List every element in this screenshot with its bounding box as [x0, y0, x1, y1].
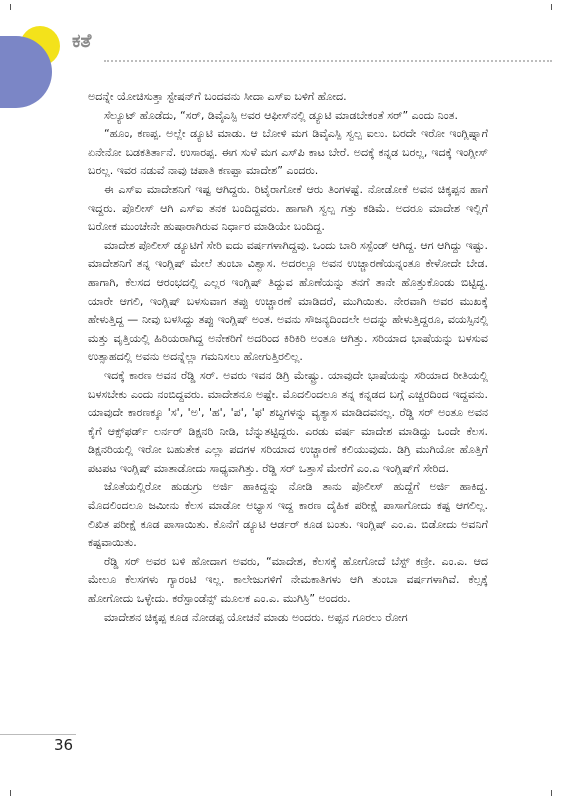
crop-mark-top-right: [551, 4, 552, 10]
paragraph: ಅದನ್ನೇ ಯೋಚಿಸುತ್ತಾ ಸ್ಟೇಷನ್‌ಗೆ ಬಂದವನು ಸೀದಾ ಎಸ್‌ಐ ಬಳಿಗೆ ಹೋದ.: [88, 90, 347, 103]
paragraph: ರೆಡ್ಡಿ ಸರ್ ಅವರ ಬಳಿ ಹೋದಾಗ ಅವರು, “ಮಾದೇಶ, ಕೆಲಸಕ್ಕೆ ಹೋಗೋದೆ ಬೆಸ್ಟ್ ಕಣ್ರೀ. ಎಂ.ಎ. ಆದ ಮೇಲೂ ಕೆಲಸಗಳು ಗ್ಯಾರಂಟಿ ಇಲ್ಲ. ಕಾಲೇಜುಗಳಿಗೆ ನೇಮಕಾತಿಗಳು ಆಗಿ ತುಂಬಾ ವರ್ಷಗಳಾಗಿವೆ. ಕೆಲ್ಸಕ್ಕೆ ಹೋಗೋದು ಒಳ್ಳೇದು. ಕರೆಸ್ಪಾಂಡೆನ್ಸ್ ಮೂಲಕ ಎಂ.ಎ. ಮುಗಿಸ್ರಿ” ಅಂದರು.: [88, 554, 488, 606]
paragraph: ಜೊತೆಯಲ್ಲಿರೋ ಹುಡುಗ್ರು ಅರ್ಜಿ ಹಾಕಿದ್ದನ್ನು ನೋಡಿ ತಾನು ಪೊಲೀಸ್ ಹುದ್ದೆಗೆ ಅರ್ಜಿ ಹಾಕಿದ್ದ. ಮೊದಲಿಂದಲೂ ಜಮೀನು ಕೆಲಸ ಮಾಡೋ ಅಭ್ಯಾಸ ಇದ್ದ ಕಾರಣ ದೈಹಿಕ ಪರೀಕ್ಷೆ ಪಾಸಾಗೋದು ಕಷ್ಟ ಆಗಲಿಲ್ಲ. ಲಿಖಿತ ಪರೀಕ್ಷೆ ಕೂಡ ಪಾಸಾಯಿತು. ಕೊನೆಗೆ ಡ್ಯೂಟಿ ಆರ್ಡರ್ ಕೂಡ ಬಂತು. ಇಂಗ್ಲಿಷ್ ಎಂ.ಎ. ಬಿಡೋದು ಅವನಿಗೆ ಕಷ್ಟವಾಯಿತು.: [88, 480, 488, 550]
paragraph: ಮಾದೇಶ ಪೊಲೀಸ್ ಡ್ಯೂಟಿಗೆ ಸೇರಿ ಐದು ವರ್ಷಗಳಾಗಿದ್ದವು. ಒಂದು ಬಾರಿ ಸಸ್ಪೆಂಡ್ ಆಗಿದ್ದ. ಆಗ ಆಗಿದ್ದು ಇಷ್ಟು. ಮಾದೇಶನಿಗೆ ತನ್ನ ಇಂಗ್ಲಿಷ್ ಮೇಲೆ ತುಂಬಾ ವಿಶ್ವಾಸ. ಅದರಲ್ಲೂ ಅವನ ಉಚ್ಚಾರಣೆಯನ್ನಂತೂ ಕೇಳೋದೇ ಬೇಡ. ಹಾಗಾಗಿ, ಕೆಲಸದ ಆರಂಭದಲ್ಲಿ ಎಲ್ಲರ ಇಂಗ್ಲಿಷ್ ತಿದ್ದುವ ಹೊಣೆಯನ್ನು ತನಗೆ ತಾನೇ ಹೊತ್ತುಕೊಂಡು ಬಿಟ್ಟಿದ್ದ. ಯಾರೇ ಆಗಲಿ, ಇಂಗ್ಲಿಷ್ ಬಳಸುವಾಗ ತಪ್ಪು ಉಚ್ಚಾರಣೆ ಮಾಡಿದರೆ, ಮುಗಿಯಿತು. ನೇರವಾಗಿ ಅವರ ಮುಖಕ್ಕೆ ಹೇಳುತ್ತಿದ್ದ — ನೀವು ಬಳಸಿದ್ದು ತಪ್ಪು ಇಂಗ್ಲಿಷ್ ಅಂತ. ಅವನು ಸೌಜನ್ಯದಿಂದಲೇ ಅದನ್ನು ಹೇಳುತ್ತಿದ್ದರೂ, ವಯಸ್ಸಿನಲ್ಲಿ ಮತ್ತು ವೃತ್ತಿಯಲ್ಲಿ ಹಿರಿಯರಾಗಿದ್ದ ಅನೇಕರಿಗೆ ಅದರಿಂದ ಕಿರಿಕಿರಿ ಅಂತೂ ಆಗಿತ್ತು. ಸರಿಯಾದ ಭಾಷೆಯನ್ನು ಬಳಸುವ ಉತ್ಸಾಹದಲ್ಲಿ ಅವನು ಅದನ್ನೆಲ್ಲಾ ಗಮನಿಸಲು ಹೋಗುತ್ತಿರಲಿಲ್ಲ.: [88, 238, 488, 364]
header-dotted-rule: [104, 60, 552, 62]
paragraph: ಇದಕ್ಕೆ ಕಾರಣ ಅವನ ರೆಡ್ಡಿ ಸರ್. ಅವರು ಇವನ ಡಿಗ್ರಿ ಮೇಷ್ಟ್ರು. ಯಾವುದೇ ಭಾಷೆಯನ್ನು ಸರಿಯಾದ ರೀತಿಯಲ್ಲಿ ಬಳಸಬೇಕು ಎಂದು ನಂಬಿದ್ದವರು. ಮಾದೇಶನೂ ಅಷ್ಟೇ. ಮೊದಲಿಂದಲೂ ತನ್ನ ಕನ್ನಡದ ಬಗ್ಗೆ ಎಚ್ಚರದಿಂದ ಇದ್ದವನು. ಯಾವುದೇ ಕಾರಣಕ್ಕೂ 'ಸ', 'ಅ', 'ಹ', 'ಪ', 'ಫ' ಶಬ್ದಗಳನ್ನು ವ್ಯತ್ಯಾಸ ಮಾಡಿದವನಲ್ಲ. ರೆಡ್ಡಿ ಸರ್ ಅಂತೂ ಅವನ ಕೈಗೆ ಆಕ್ಸ್‌ಫರ್ಡ್ ಲರ್ನರ್ ಡಿಕ್ಷನರಿ ನೀಡಿ, ಬೆನ್ನುತಟ್ಟಿದ್ದರು. ಎರಡು ವರ್ಷ ಮಾದೇಶ ಮಾಡಿದ್ದು ಒಂದೇ ಕೆಲಸ. ಡಿಕ್ಷನರಿಯಲ್ಲಿ ಇರೋ ಬಹುತೇಕ ಎಲ್ಲಾ ಪದಗಳ ಸರಿಯಾದ ಉಚ್ಚಾರಣೆ ಕಲಿಯುವುದು. ಡಿಗ್ರಿ ಮುಗಿಯೋ ಹೊತ್ತಿಗೆ ಪಟಪಟ ಇಂಗ್ಲಿಷ್ ಮಾತಾಡೋದು ಸಾಧ್ಯವಾಗಿತ್ತು. ರೆಡ್ಡಿ ಸರ್ ಒತ್ತಾಸೆ ಮೇರೆಗೆ ಎಂ.ಎ ಇಂಗ್ಲಿಷ್‌ಗೆ ಸೇರಿದ.: [88, 368, 488, 475]
page-number: 36: [54, 736, 74, 754]
footer-rule: [0, 734, 76, 735]
paragraph: ಸೆಲ್ಯೂಟ್ ಹೊಡೆದು, “ಸರ್, ಡಿವೈಎಸ್ಪಿ ಅವರ ಆಫೀಸ್‌ನಲ್ಲಿ ಡ್ಯೂಟಿ ಮಾಡಬೇಕಂತೆ ಸರ್” ಎಂದು ನಿಂತ.: [104, 108, 458, 122]
crop-mark-bottom-right: [551, 790, 552, 796]
crop-mark-top-left: [10, 4, 11, 10]
story-body: [88, 88, 488, 627]
paragraph: ಮಾದೇಶನ ಚಿಕ್ಕಪ್ಪ ಕೂಡ ನೋಡಪ್ಪ ಯೋಚನೆ ಮಾಡು ಅಂದರು. ಅಪ್ಪನ ಗೂರಲು ರೋಗ: [104, 610, 408, 624]
crop-mark-bottom-left: [10, 790, 11, 796]
section-title: ಕತೆ: [72, 30, 92, 52]
paragraph: ಈ ಎಸ್‌ಐ ಮಾದೇಶನಿಗೆ ಇಷ್ಟ ಆಗಿದ್ದರು. ರಿಟೈರಾಗೋಕೆ ಆರು ತಿಂಗಳಷ್ಟೆ. ನೋಡೋಕೆ ಅವನ ಚಿಕ್ಕಪ್ಪನ ಹಾಗೆ ಇದ್ದರು. ಪೊಲೀಸ್ ಆಗಿ ಎಸ್‌ಐ ತನಕ ಬಂದಿದ್ದವರು. ಹಾಗಾಗಿ ಸ್ವಲ್ಪ ಗತ್ತು ಕಡಿಮೆ. ಅದರೂ ಮಾದೇಶ ಇಲ್ಲಿಗೆ ಬರೋಕ ಮುಂಚೇನೇ ಹುಷಾರಾಗಿರುವ ನಿರ್ಧಾರ ಮಾಡಿಯೇ ಬಂದಿದ್ದ.: [88, 182, 488, 234]
paragraph: “ಹೂಂ, ಕಣಪ್ಪ. ಅಲ್ಲೇ ಡ್ಯೂಟಿ ಮಾಡು. ಆ ಬೋಳಿ ಮಗ ಡಿವೈಎಸ್ಪಿ ಸ್ವಲ್ಪ ಐಲು. ಬರದೇ ಇರೋ ಇಂಗ್ಲಿಷ್ನಾಗೆ ಏನೇನೋ ಬಡಕತಿರ್ತಾನೆ. ಉಸಾರಪ್ಪ. ಈಗ ಸುಳೆ ಮಗ ಎಸ್‌ಪಿ ಕಾಟ ಬೇರೆ. ಅದಕ್ಕೆ ಕನ್ನಡ ಬರಲ್ಲ, ಇದಕ್ಕೆ ಇಂಗ್ಲೀಸ್ ಬರಲ್ಲ. ಇವರ ನಡುವೆ ನಾವು ಚಪಾತಿ ಕಣಪ್ಪಾ ಮಾದೇಶ” ಎಂದರು.: [88, 127, 488, 178]
